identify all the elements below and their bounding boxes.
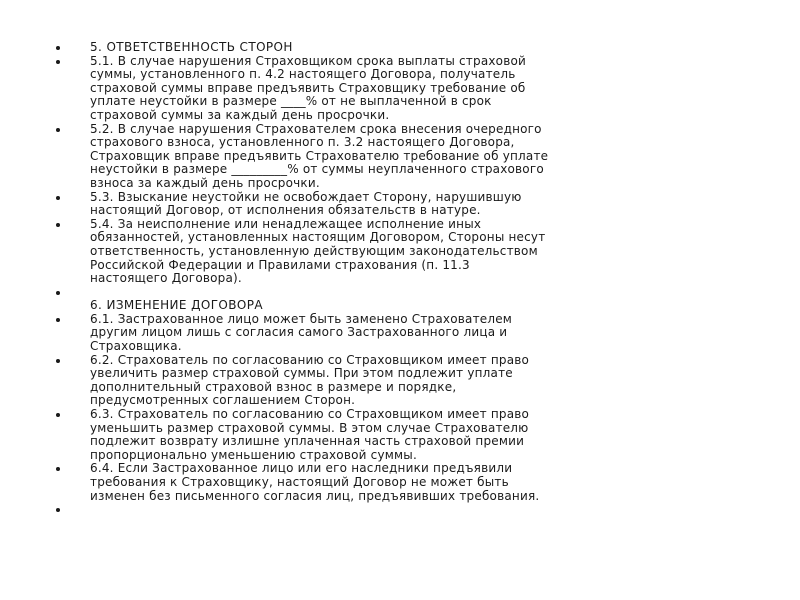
empty-line <box>90 503 750 517</box>
empty-line <box>90 286 750 300</box>
clause-text: 5.4. За неисполнение или ненадлежащее исполнение иных обязанностей, установленных настоящим Договором, Стороны несут ответственность, установленную действующим законодательством Российской Федерации и Правилами страхования (п. 11.3 настоящего Договора). <box>90 216 546 286</box>
clause-list-item <box>50 55 750 123</box>
bullet-dot-icon <box>56 318 60 322</box>
bullet-dot-icon <box>56 60 60 64</box>
empty-list-item <box>50 503 750 517</box>
contract-clauses-list <box>50 41 750 517</box>
bullet-dot-icon <box>56 128 60 132</box>
bullet-dot-icon <box>56 46 60 50</box>
section-heading-text: 6. ИЗМЕНЕНИЕ ДОГОВОРА <box>90 298 263 313</box>
bullet-dot-icon <box>56 291 60 295</box>
clause-list-item <box>50 313 750 354</box>
bullet-dot-icon <box>56 196 60 200</box>
section-heading <box>50 41 750 55</box>
clause-text: 5.3. Взыскание неустойки не освобождает Сторону, нарушившую настоящий Договор, от исполнения обязательств в натуре. <box>90 189 522 218</box>
clause-list-item <box>50 191 750 218</box>
clause-list-item <box>50 462 750 503</box>
clause-list-item <box>50 123 750 191</box>
clause-text: 5.1. В случае нарушения Страховщиком срока выплаты страховой суммы, установленного п. 4.2 настоящего Договора, получатель страховой суммы вправе предъявить Страховщику требование об уплате неустойки в размере ____% от не выплаченной в срок страховой суммы за каждый день просрочки. <box>90 53 527 122</box>
clause-text: 6.2. Страхователь по согласованию со Страховщиком имеет право увеличить размер страховой суммы. При этом подлежит уплате дополнительный страховой взнос в размере и порядке, предусмотренных соглашением Сторон. <box>90 352 530 408</box>
empty-list-item <box>50 286 750 300</box>
clause-text: 5.2. В случае нарушения Страхователем срока внесения очередного страхового взноса, установленного п. 3.2 настоящего Договора, Страховщик вправе предъявить Страхователю требование об уплате неустойки в размере _________% от суммы неуплаченного страхового взноса за каждый день просрочки. <box>90 121 549 190</box>
bullet-dot-icon <box>56 359 60 363</box>
bullet-dot-icon <box>56 508 60 512</box>
section-heading <box>50 299 750 313</box>
bullet-dot-icon <box>56 223 60 227</box>
clause-list-item <box>50 218 750 286</box>
bullet-dot-icon <box>56 467 60 471</box>
bullet-dot-icon <box>56 413 60 417</box>
section-heading-text: 5. ОТВЕТСТВЕННОСТЬ СТОРОН <box>90 40 293 54</box>
clause-list-item <box>50 354 750 408</box>
clause-text: 6.3. Страхователь по согласованию со Страховщиком имеет право уменьшить размер страховой суммы. В этом случае Страхователю подлежит возврату излишне уплаченная часть страховой премии пропорционально уменьшению страховой суммы. <box>90 407 530 462</box>
clause-list-item <box>50 408 750 462</box>
clause-text: 6.4. Если Застрахованное лицо или его наследники предъявили требования к Страховщику, настоящий Договор не может быть изменен без письменного согласия лиц, предъявивших требования. <box>90 461 540 503</box>
clause-text: 6.1. Застрахованное лицо может быть заменено Страхователем другим лицом лишь с согласия самого Застрахованного лица и Страховщика. <box>90 311 513 354</box>
